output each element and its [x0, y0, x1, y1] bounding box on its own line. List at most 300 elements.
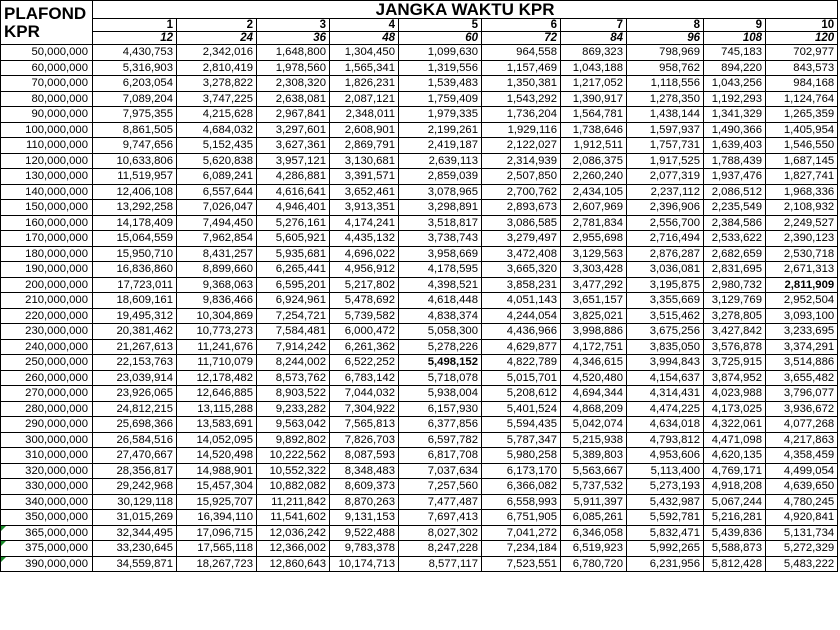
installment-cell: 4,215,628 — [177, 107, 257, 123]
table-row — [1, 293, 838, 309]
installment-cell: 2,260,240 — [561, 169, 627, 185]
installment-cell: 4,358,459 — [766, 448, 838, 464]
installment-cell: 3,515,462 — [627, 308, 704, 324]
installment-cell: 2,533,622 — [704, 231, 766, 247]
plafond-cell: 290,000,000 — [1, 417, 93, 433]
installment-cell: 5,483,222 — [766, 556, 838, 572]
installment-cell: 1,564,781 — [561, 107, 627, 123]
installment-cell: 6,089,241 — [177, 169, 257, 185]
plafond-cell: 320,000,000 — [1, 463, 93, 479]
installment-cell: 5,131,734 — [766, 525, 838, 541]
installment-cell: 2,716,494 — [627, 231, 704, 247]
installment-cell: 28,356,817 — [93, 463, 177, 479]
installment-cell: 31,015,269 — [93, 510, 177, 526]
installment-cell: 10,304,869 — [177, 308, 257, 324]
installment-cell: 10,882,082 — [257, 479, 330, 495]
installment-cell: 3,477,292 — [561, 277, 627, 293]
tenor-years-row — [1, 19, 838, 32]
installment-cell: 3,278,805 — [704, 308, 766, 324]
installment-cell: 3,747,225 — [177, 91, 257, 107]
installment-cell: 7,304,922 — [330, 401, 399, 417]
installment-cell: 4,639,650 — [766, 479, 838, 495]
installment-cell: 3,391,571 — [330, 169, 399, 185]
table-row — [1, 479, 838, 495]
installment-cell: 1,124,764 — [766, 91, 838, 107]
tenor-months-24: 24 — [177, 32, 257, 45]
table-row — [1, 370, 838, 386]
installment-cell: 5,276,161 — [257, 215, 330, 231]
tenor-months-96: 96 — [627, 32, 704, 45]
plafond-cell: 350,000,000 — [1, 510, 93, 526]
installment-cell: 5,478,692 — [330, 293, 399, 309]
installment-cell: 2,967,841 — [257, 107, 330, 123]
table-row — [1, 107, 838, 123]
installment-cell: 5,401,524 — [482, 401, 561, 417]
installment-cell: 4,314,431 — [627, 386, 704, 402]
installment-cell: 13,115,288 — [177, 401, 257, 417]
installment-cell: 5,272,329 — [766, 541, 838, 557]
plafond-cell: 80,000,000 — [1, 91, 93, 107]
installment-cell: 2,087,121 — [330, 91, 399, 107]
installment-cell: 5,935,681 — [257, 246, 330, 262]
installment-cell: 7,914,242 — [257, 339, 330, 355]
installment-cell: 2,434,105 — [561, 184, 627, 200]
installment-cell: 7,257,560 — [399, 479, 482, 495]
installment-cell: 1,304,450 — [330, 45, 399, 61]
installment-cell: 1,265,359 — [766, 107, 838, 123]
tenor-months-72: 72 — [482, 32, 561, 45]
installment-cell: 14,178,409 — [93, 215, 177, 231]
installment-cell: 3,472,408 — [482, 246, 561, 262]
installment-cell: 5,592,781 — [627, 510, 704, 526]
installment-cell: 1,917,525 — [627, 153, 704, 169]
installment-cell: 5,042,074 — [561, 417, 627, 433]
plafond-cell: 50,000,000 — [1, 45, 93, 61]
installment-cell: 8,244,002 — [257, 355, 330, 371]
installment-cell: 8,899,660 — [177, 262, 257, 278]
installment-cell: 2,342,016 — [177, 45, 257, 61]
installment-cell: 15,950,710 — [93, 246, 177, 262]
plafond-cell: 310,000,000 — [1, 448, 93, 464]
installment-cell: 7,026,047 — [177, 200, 257, 216]
installment-cell: 3,998,886 — [561, 324, 627, 340]
installment-cell: 10,222,562 — [257, 448, 330, 464]
installment-cell: 3,675,256 — [627, 324, 704, 340]
installment-cell: 4,696,022 — [330, 246, 399, 262]
installment-cell: 6,366,082 — [482, 479, 561, 495]
installment-cell: 3,655,482 — [766, 370, 838, 386]
table-row — [1, 60, 838, 76]
table-row — [1, 432, 838, 448]
table-row — [1, 169, 838, 185]
installment-cell: 3,355,669 — [627, 293, 704, 309]
installment-cell: 13,292,258 — [93, 200, 177, 216]
installment-cell: 1,937,476 — [704, 169, 766, 185]
installment-cell: 8,861,505 — [93, 122, 177, 138]
installment-cell: 1,319,556 — [399, 60, 482, 76]
installment-cell: 4,154,637 — [627, 370, 704, 386]
installment-cell: 798,969 — [627, 45, 704, 61]
installment-cell: 4,616,641 — [257, 184, 330, 200]
installment-cell: 7,697,413 — [399, 510, 482, 526]
tenor-months-60: 60 — [399, 32, 482, 45]
installment-cell: 1,043,188 — [561, 60, 627, 76]
installment-cell: 4,634,018 — [627, 417, 704, 433]
installment-cell: 3,129,563 — [561, 246, 627, 262]
table-row — [1, 339, 838, 355]
installment-cell: 5,113,400 — [627, 463, 704, 479]
installment-cell: 1,490,366 — [704, 122, 766, 138]
installment-cell: 26,584,516 — [93, 432, 177, 448]
plafond-header-line2: KPR — [4, 21, 40, 41]
installment-cell: 6,751,905 — [482, 510, 561, 526]
installment-cell: 3,913,351 — [330, 200, 399, 216]
installment-cell: 1,390,917 — [561, 91, 627, 107]
installment-cell: 7,234,184 — [482, 541, 561, 557]
installment-cell: 1,788,439 — [704, 153, 766, 169]
installment-cell: 4,346,615 — [561, 355, 627, 371]
table-row — [1, 122, 838, 138]
installment-cell: 5,911,397 — [561, 494, 627, 510]
installment-cell: 3,576,878 — [704, 339, 766, 355]
installment-cell: 5,563,667 — [561, 463, 627, 479]
installment-cell: 5,739,582 — [330, 308, 399, 324]
installment-cell: 8,247,228 — [399, 541, 482, 557]
table-row — [1, 494, 838, 510]
installment-cell: 10,773,273 — [177, 324, 257, 340]
installment-cell: 9,233,282 — [257, 401, 330, 417]
installment-cell: 16,394,110 — [177, 510, 257, 526]
installment-cell: 2,237,112 — [627, 184, 704, 200]
installment-cell: 8,609,373 — [330, 479, 399, 495]
tenor-year-10: 10 — [766, 19, 838, 32]
table-row — [1, 277, 838, 293]
installment-cell: 1,543,292 — [482, 91, 561, 107]
table-body — [1, 45, 838, 572]
installment-cell: 7,565,813 — [330, 417, 399, 433]
plafond-cell: 230,000,000 — [1, 324, 93, 340]
installment-cell: 4,953,606 — [627, 448, 704, 464]
installment-cell: 4,780,245 — [766, 494, 838, 510]
plafond-cell: 210,000,000 — [1, 293, 93, 309]
plafond-cell: 60,000,000 — [1, 60, 93, 76]
installment-cell: 2,876,287 — [627, 246, 704, 262]
installment-cell: 3,738,743 — [399, 231, 482, 247]
tenor-months-12: 12 — [93, 32, 177, 45]
table-row — [1, 386, 838, 402]
installment-cell: 3,129,769 — [704, 293, 766, 309]
installment-cell: 5,992,265 — [627, 541, 704, 557]
installment-cell: 3,725,915 — [704, 355, 766, 371]
installment-cell: 2,638,081 — [257, 91, 330, 107]
installment-cell: 5,067,244 — [704, 494, 766, 510]
installment-cell: 4,620,135 — [704, 448, 766, 464]
installment-cell: 1,099,630 — [399, 45, 482, 61]
installment-cell: 2,682,659 — [704, 246, 766, 262]
installment-cell: 3,665,320 — [482, 262, 561, 278]
installment-cell: 2,108,932 — [766, 200, 838, 216]
installment-cell: 5,389,803 — [561, 448, 627, 464]
installment-cell: 8,087,593 — [330, 448, 399, 464]
installment-cell: 4,077,268 — [766, 417, 838, 433]
installment-cell: 32,344,495 — [93, 525, 177, 541]
installment-cell: 745,183 — [704, 45, 766, 61]
installment-cell: 8,348,483 — [330, 463, 399, 479]
installment-cell: 2,810,419 — [177, 60, 257, 76]
installment-cell: 6,595,201 — [257, 277, 330, 293]
installment-cell: 1,639,403 — [704, 138, 766, 154]
table-row — [1, 138, 838, 154]
table-row — [1, 556, 838, 572]
installment-cell: 1,118,556 — [627, 76, 704, 92]
installment-cell: 3,303,428 — [561, 262, 627, 278]
tenor-months-108: 108 — [704, 32, 766, 45]
installment-cell: 7,254,721 — [257, 308, 330, 324]
installment-cell: 4,174,241 — [330, 215, 399, 231]
installment-cell: 27,470,667 — [93, 448, 177, 464]
installment-cell: 34,559,871 — [93, 556, 177, 572]
installment-cell: 6,000,472 — [330, 324, 399, 340]
tenor-year-7: 7 — [561, 19, 627, 32]
installment-cell: 8,431,257 — [177, 246, 257, 262]
installment-cell: 15,064,559 — [93, 231, 177, 247]
installment-cell: 5,787,347 — [482, 432, 561, 448]
plafond-kpr-header — [1, 1, 93, 45]
installment-cell: 1,565,341 — [330, 60, 399, 76]
tenor-months-36: 36 — [257, 32, 330, 45]
installment-cell: 3,874,952 — [704, 370, 766, 386]
installment-cell: 2,308,320 — [257, 76, 330, 92]
installment-cell: 6,558,993 — [482, 494, 561, 510]
installment-cell: 12,036,242 — [257, 525, 330, 541]
installment-cell: 1,043,256 — [704, 76, 766, 92]
table-row — [1, 308, 838, 324]
plafond-cell: 100,000,000 — [1, 122, 93, 138]
installment-cell: 6,557,644 — [177, 184, 257, 200]
table-row — [1, 355, 838, 371]
installment-cell: 3,036,081 — [627, 262, 704, 278]
installment-cell: 14,988,901 — [177, 463, 257, 479]
installment-cell: 6,261,362 — [330, 339, 399, 355]
installment-cell: 7,494,450 — [177, 215, 257, 231]
installment-cell: 3,652,461 — [330, 184, 399, 200]
installment-cell: 4,322,061 — [704, 417, 766, 433]
plafond-cell: 280,000,000 — [1, 401, 93, 417]
tenor-year-6: 6 — [482, 19, 561, 32]
installment-cell: 1,968,336 — [766, 184, 838, 200]
plafond-cell: 200,000,000 — [1, 277, 93, 293]
table-row — [1, 76, 838, 92]
installment-cell: 7,584,481 — [257, 324, 330, 340]
installment-cell: 4,499,054 — [766, 463, 838, 479]
plafond-header-line1: PLAFOND — [4, 3, 87, 23]
installment-cell: 12,366,002 — [257, 541, 330, 557]
installment-cell: 1,929,116 — [482, 122, 561, 138]
installment-cell: 5,015,701 — [482, 370, 561, 386]
installment-cell: 3,427,842 — [704, 324, 766, 340]
installment-cell: 2,384,586 — [704, 215, 766, 231]
installment-cell: 2,249,527 — [766, 215, 838, 231]
installment-cell: 9,368,063 — [177, 277, 257, 293]
installment-cell: 2,608,901 — [330, 122, 399, 138]
installment-cell: 8,027,302 — [399, 525, 482, 541]
installment-cell: 6,377,856 — [399, 417, 482, 433]
installment-cell: 3,627,361 — [257, 138, 330, 154]
installment-cell: 3,796,077 — [766, 386, 838, 402]
installment-cell: 2,086,375 — [561, 153, 627, 169]
installment-cell: 4,172,751 — [561, 339, 627, 355]
tenor-year-5: 5 — [399, 19, 482, 32]
installment-cell: 3,514,886 — [766, 355, 838, 371]
installment-cell: 1,192,293 — [704, 91, 766, 107]
installment-cell: 2,314,939 — [482, 153, 561, 169]
installment-cell: 9,783,378 — [330, 541, 399, 557]
installment-cell: 2,199,261 — [399, 122, 482, 138]
installment-cell: 5,316,903 — [93, 60, 177, 76]
installment-cell: 5,605,921 — [257, 231, 330, 247]
installment-cell: 4,471,098 — [704, 432, 766, 448]
installment-cell: 7,962,854 — [177, 231, 257, 247]
installment-cell: 5,273,193 — [627, 479, 704, 495]
plafond-cell: 330,000,000 — [1, 479, 93, 495]
installment-cell: 1,687,145 — [766, 153, 838, 169]
installment-cell: 2,122,027 — [482, 138, 561, 154]
installment-cell: 3,651,157 — [561, 293, 627, 309]
installment-cell: 3,835,050 — [627, 339, 704, 355]
table-row — [1, 91, 838, 107]
installment-cell: 12,406,108 — [93, 184, 177, 200]
installment-cell: 6,085,261 — [561, 510, 627, 526]
installment-cell: 1,350,381 — [482, 76, 561, 92]
installment-cell: 7,041,272 — [482, 525, 561, 541]
installment-cell: 7,477,487 — [399, 494, 482, 510]
installment-cell: 1,827,741 — [766, 169, 838, 185]
plafond-cell: 70,000,000 — [1, 76, 93, 92]
installment-cell: 8,573,762 — [257, 370, 330, 386]
installment-cell: 4,946,401 — [257, 200, 330, 216]
plafond-cell: 110,000,000 — [1, 138, 93, 154]
installment-cell: 4,398,521 — [399, 277, 482, 293]
table-row — [1, 262, 838, 278]
installment-cell: 964,558 — [482, 45, 561, 61]
installment-cell: 5,832,471 — [627, 525, 704, 541]
installment-cell: 5,217,802 — [330, 277, 399, 293]
installment-cell: 8,903,522 — [257, 386, 330, 402]
installment-cell: 9,747,656 — [93, 138, 177, 154]
installment-cell: 1,736,204 — [482, 107, 561, 123]
installment-cell: 29,242,968 — [93, 479, 177, 495]
tenor-months-84: 84 — [561, 32, 627, 45]
installment-cell: 4,436,966 — [482, 324, 561, 340]
installment-cell: 5,812,428 — [704, 556, 766, 572]
tenor-months-120: 120 — [766, 32, 838, 45]
plafond-cell: 130,000,000 — [1, 169, 93, 185]
installment-cell: 10,633,806 — [93, 153, 177, 169]
installment-cell: 1,648,800 — [257, 45, 330, 61]
plafond-cell: 340,000,000 — [1, 494, 93, 510]
installment-cell: 23,039,914 — [93, 370, 177, 386]
installment-cell: 17,096,715 — [177, 525, 257, 541]
installment-cell: 3,958,669 — [399, 246, 482, 262]
table-row — [1, 184, 838, 200]
installment-cell: 1,157,469 — [482, 60, 561, 76]
plafond-cell: 220,000,000 — [1, 308, 93, 324]
installment-cell: 2,955,698 — [561, 231, 627, 247]
installment-cell: 17,565,118 — [177, 541, 257, 557]
installment-cell: 4,474,225 — [627, 401, 704, 417]
installment-cell: 1,759,409 — [399, 91, 482, 107]
installment-cell: 2,859,039 — [399, 169, 482, 185]
installment-cell: 3,279,497 — [482, 231, 561, 247]
plafond-cell: 90,000,000 — [1, 107, 93, 123]
installment-cell: 2,831,695 — [704, 262, 766, 278]
tenor-year-2: 2 — [177, 19, 257, 32]
installment-cell: 2,607,969 — [561, 200, 627, 216]
installment-cell: 3,078,965 — [399, 184, 482, 200]
installment-cell: 14,052,095 — [177, 432, 257, 448]
installment-cell: 4,920,841 — [766, 510, 838, 526]
installment-cell: 11,541,602 — [257, 510, 330, 526]
installment-cell: 7,089,204 — [93, 91, 177, 107]
table-row — [1, 525, 838, 541]
installment-cell: 9,131,153 — [330, 510, 399, 526]
installment-cell: 2,980,732 — [704, 277, 766, 293]
installment-cell: 5,208,612 — [482, 386, 561, 402]
installment-cell: 11,241,676 — [177, 339, 257, 355]
tenor-months-48: 48 — [330, 32, 399, 45]
installment-cell: 6,157,930 — [399, 401, 482, 417]
installment-cell: 5,216,281 — [704, 510, 766, 526]
installment-cell: 843,573 — [766, 60, 838, 76]
plafond-cell: 375,000,000 — [1, 541, 93, 557]
installment-cell: 2,396,906 — [627, 200, 704, 216]
installment-cell: 3,086,585 — [482, 215, 561, 231]
table-row — [1, 401, 838, 417]
table-row — [1, 246, 838, 262]
installment-cell: 3,093,100 — [766, 308, 838, 324]
installment-cell: 6,597,782 — [399, 432, 482, 448]
installment-cell: 7,523,551 — [482, 556, 561, 572]
installment-cell: 3,957,121 — [257, 153, 330, 169]
installment-cell: 2,086,512 — [704, 184, 766, 200]
installment-cell: 9,836,466 — [177, 293, 257, 309]
installment-cell: 9,892,802 — [257, 432, 330, 448]
installment-cell: 6,519,923 — [561, 541, 627, 557]
installment-cell: 2,419,187 — [399, 138, 482, 154]
plafond-cell: 260,000,000 — [1, 370, 93, 386]
installment-cell: 5,620,838 — [177, 153, 257, 169]
plafond-cell: 240,000,000 — [1, 339, 93, 355]
installment-cell: 1,738,646 — [561, 122, 627, 138]
table-row — [1, 463, 838, 479]
installment-cell: 1,979,335 — [399, 107, 482, 123]
installment-cell: 4,684,032 — [177, 122, 257, 138]
installment-cell: 4,244,054 — [482, 308, 561, 324]
table-row — [1, 45, 838, 61]
installment-cell: 4,217,863 — [766, 432, 838, 448]
installment-cell: 2,507,850 — [482, 169, 561, 185]
installment-cell: 4,694,344 — [561, 386, 627, 402]
installment-cell: 3,518,817 — [399, 215, 482, 231]
installment-cell: 4,430,753 — [93, 45, 177, 61]
installment-cell: 5,718,078 — [399, 370, 482, 386]
table-row — [1, 417, 838, 433]
installment-cell: 869,323 — [561, 45, 627, 61]
installment-cell: 7,826,703 — [330, 432, 399, 448]
installment-cell: 12,646,885 — [177, 386, 257, 402]
installment-cell: 2,639,113 — [399, 153, 482, 169]
installment-cell: 1,978,560 — [257, 60, 330, 76]
